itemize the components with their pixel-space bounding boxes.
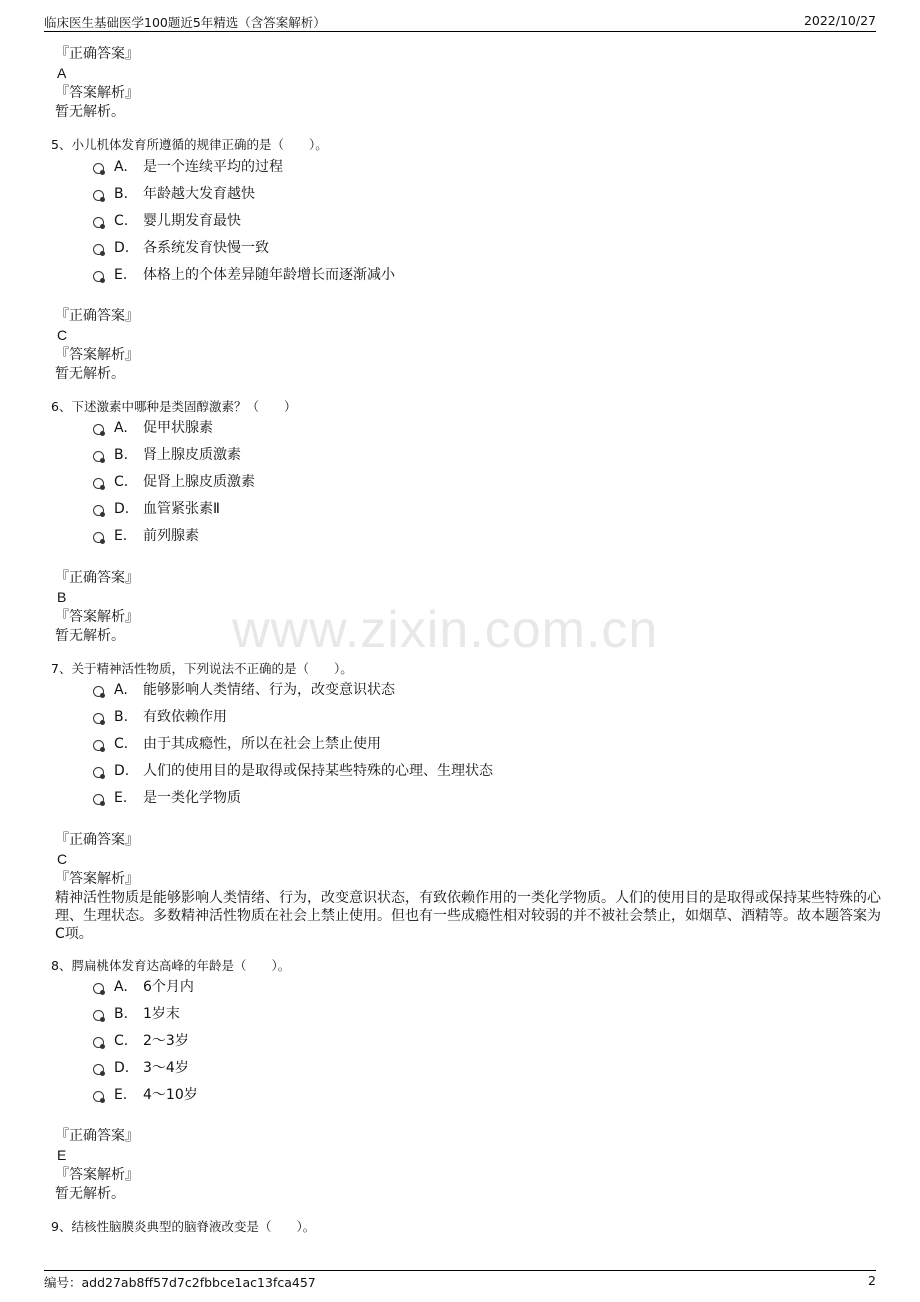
radio-icon[interactable] — [93, 424, 104, 435]
option-letter: D. — [114, 1060, 130, 1076]
correct-answer-label: 『正确答案』 — [55, 832, 139, 848]
correct-answer-value: A — [57, 65, 67, 81]
option-text: 年龄越大发育越快 — [143, 186, 255, 202]
radio-icon[interactable] — [93, 1037, 104, 1048]
option-letter: D. — [114, 240, 130, 256]
correct-answer-value: C — [57, 851, 68, 867]
option-text: 由于其成瘾性，所以在社会上禁止使用 — [143, 736, 381, 752]
option-letter: D. — [114, 763, 130, 779]
radio-icon[interactable] — [93, 190, 104, 201]
option-letter: A. — [114, 682, 128, 698]
option-text: 3～4岁 — [143, 1060, 189, 1076]
question-stem: 6、下述激素中哪种是类固醇激素？（ ） — [51, 399, 297, 414]
option-letter: E. — [114, 1087, 128, 1103]
radio-icon[interactable] — [93, 740, 104, 751]
document-code: 编号：add27ab8ff57d7c2fbbce1ac13fca457 — [44, 1275, 316, 1290]
answer-block-q8 — [55, 1127, 885, 1203]
analysis-text: 暂无解析。 — [55, 628, 125, 644]
question-stem: 9、结核性脑膜炎典型的脑脊液改变是（ ）。 — [51, 1219, 316, 1234]
option-letter: E. — [114, 790, 128, 806]
radio-icon[interactable] — [93, 478, 104, 489]
correct-answer-value: B — [57, 589, 67, 605]
option-letter: C. — [114, 474, 129, 490]
question-stem: 7、关于精神活性物质，下列说法不正确的是（ ）。 — [51, 661, 353, 676]
document-date: 2022/10/27 — [803, 13, 876, 28]
page-header — [44, 13, 876, 32]
analysis-text: 精神活性物质是能够影响人类情绪、行为，改变意识状态，有致依赖作用的一类化学物质。人们的使用目的是取得或保持某些特殊的心理、生理状态。多数精神活性物质在社会上禁止使用。但也有一些成瘾性相对较弱的并不被社会禁止，如烟草、酒精等。故本题答案为C项。 — [55, 890, 881, 942]
radio-icon[interactable] — [93, 713, 104, 724]
option-text: 有致依赖作用 — [143, 709, 227, 725]
question-stem: 5、小儿机体发育所遵循的规律正确的是（ ）。 — [51, 137, 328, 152]
correct-answer-value: E — [57, 1147, 67, 1163]
watermark: www.zixin.com.cn — [232, 601, 659, 659]
analysis-label: 『答案解析』 — [55, 609, 139, 625]
page-number: 2 — [868, 1273, 876, 1288]
option-text: 各系统发育快慢一致 — [143, 240, 269, 256]
option-text: 是一个连续平均的过程 — [143, 159, 283, 175]
option-letter: D. — [114, 501, 130, 517]
option-letter: C. — [114, 1033, 129, 1049]
option-text: 体格上的个体差异随年龄增长而逐渐减小 — [143, 267, 395, 283]
option-letter: A. — [114, 420, 128, 436]
option-letter: A. — [114, 979, 128, 995]
radio-icon[interactable] — [93, 1091, 104, 1102]
radio-icon[interactable] — [93, 271, 104, 282]
option-text: 是一类化学物质 — [143, 790, 241, 806]
option-text: 婴儿期发育最快 — [143, 213, 241, 229]
analysis-label: 『答案解析』 — [55, 85, 139, 101]
radio-icon[interactable] — [93, 794, 104, 805]
option-text: 1岁末 — [143, 1006, 180, 1022]
option-letter: C. — [114, 736, 129, 752]
option-text: 促肾上腺皮质激素 — [143, 474, 255, 490]
analysis-text: 暂无解析。 — [55, 104, 125, 120]
option-text: 肾上腺皮质激素 — [143, 447, 241, 463]
answer-block-q6 — [55, 569, 885, 645]
option-text: 4～10岁 — [143, 1087, 198, 1103]
analysis-label: 『答案解析』 — [55, 347, 139, 363]
radio-icon[interactable] — [93, 217, 104, 228]
option-letter: B. — [114, 447, 129, 463]
correct-answer-label: 『正确答案』 — [55, 308, 139, 324]
answer-block-q4 — [55, 45, 885, 121]
analysis-label: 『答案解析』 — [55, 1167, 139, 1183]
radio-icon[interactable] — [93, 451, 104, 462]
option-letter: C. — [114, 213, 129, 229]
option-text: 6个月内 — [143, 979, 194, 995]
answer-block-q7 — [55, 831, 881, 943]
option-text: 2～3岁 — [143, 1033, 189, 1049]
question-stem: 8、腭扁桃体发育达高峰的年龄是（ ）。 — [51, 958, 291, 973]
option-text: 促甲状腺素 — [143, 420, 213, 436]
document-title: 临床医生基础医学100题近5年精选（含答案解析） — [44, 15, 326, 30]
option-text: 能够影响人类情绪、行为，改变意识状态 — [143, 682, 395, 698]
radio-icon[interactable] — [93, 983, 104, 994]
radio-icon[interactable] — [93, 686, 104, 697]
correct-answer-value: C — [57, 327, 68, 343]
radio-icon[interactable] — [93, 767, 104, 778]
radio-icon[interactable] — [93, 163, 104, 174]
radio-icon[interactable] — [93, 1010, 104, 1021]
option-letter: B. — [114, 186, 129, 202]
option-letter: B. — [114, 709, 129, 725]
analysis-text: 暂无解析。 — [55, 1186, 125, 1202]
page-footer — [44, 1270, 876, 1290]
option-text: 血管紧张素Ⅱ — [143, 501, 220, 517]
option-text: 人们的使用目的是取得或保持某些特殊的心理、生理状态 — [143, 763, 493, 779]
correct-answer-label: 『正确答案』 — [55, 1128, 139, 1144]
option-letter: E. — [114, 528, 128, 544]
radio-icon[interactable] — [93, 244, 104, 255]
option-letter: E. — [114, 267, 128, 283]
radio-icon[interactable] — [93, 1064, 104, 1075]
analysis-label: 『答案解析』 — [55, 871, 139, 887]
correct-answer-label: 『正确答案』 — [55, 46, 139, 62]
option-letter: A. — [114, 159, 128, 175]
radio-icon[interactable] — [93, 532, 104, 543]
option-letter: B. — [114, 1006, 129, 1022]
option-text: 前列腺素 — [143, 528, 199, 544]
radio-icon[interactable] — [93, 505, 104, 516]
answer-block-q5 — [55, 307, 885, 383]
correct-answer-label: 『正确答案』 — [55, 570, 139, 586]
analysis-text: 暂无解析。 — [55, 366, 125, 382]
